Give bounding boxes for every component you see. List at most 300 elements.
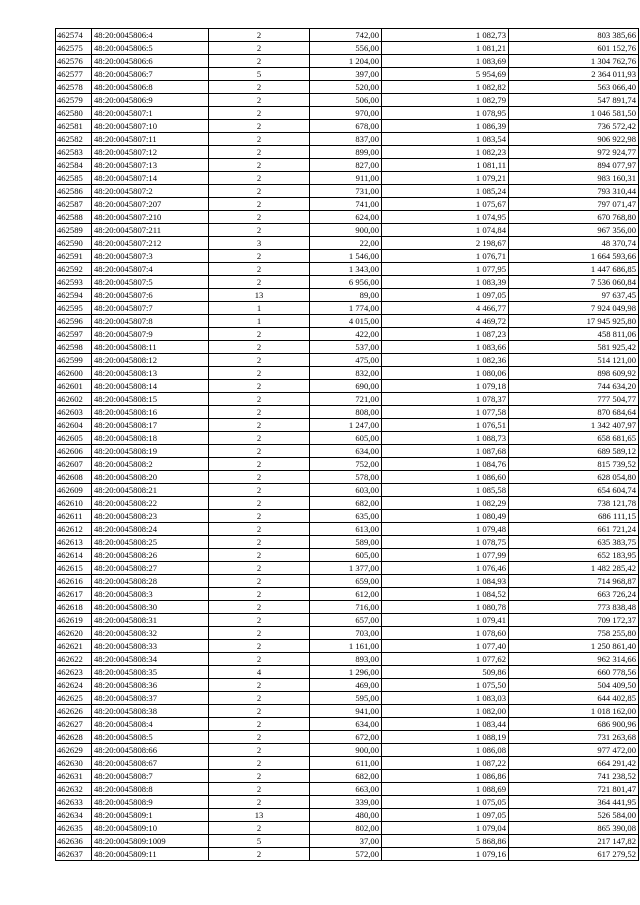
type-code-cell: 2 [209,627,310,640]
cadastral-number-cell: 48:20:0045808:23 [92,510,209,523]
row-number-cell: 462579 [56,94,92,107]
row-number-cell: 462613 [56,536,92,549]
unit-value-cell: 1 077,58 [382,406,509,419]
cadastral-value-cell: 689 589,12 [509,445,639,458]
cadastral-value-cell: 458 811,06 [509,328,639,341]
area-cell: 634,00 [310,445,382,458]
table-row [56,120,639,133]
area-cell: 1 774,00 [310,302,382,315]
table-row [56,705,639,718]
cadastral-value-cell: 601 152,76 [509,42,639,55]
row-number-cell: 462633 [56,796,92,809]
cadastral-number-cell: 48:20:0045807:14 [92,172,209,185]
cadastral-value-cell: 686 111,15 [509,510,639,523]
unit-value-cell: 1 077,62 [382,653,509,666]
table-row [56,731,639,744]
table-row [56,68,639,81]
area-cell: 672,00 [310,731,382,744]
cadastral-value-cell: 617 279,52 [509,848,639,861]
type-code-cell: 3 [209,237,310,250]
cadastral-number-cell: 48:20:0045808:4 [92,718,209,731]
row-number-cell: 462603 [56,406,92,419]
area-cell: 537,00 [310,341,382,354]
row-number-cell: 462574 [56,29,92,42]
area-cell: 893,00 [310,653,382,666]
cadastral-value-cell: 898 609,92 [509,367,639,380]
type-code-cell: 2 [209,614,310,627]
type-code-cell: 2 [209,718,310,731]
area-cell: 89,00 [310,289,382,302]
area-cell: 475,00 [310,354,382,367]
table-row [56,185,639,198]
row-number-cell: 462596 [56,315,92,328]
unit-value-cell: 1 083,39 [382,276,509,289]
table-row [56,744,639,757]
row-number-cell: 462626 [56,705,92,718]
unit-value-cell: 1 080,49 [382,510,509,523]
area-cell: 941,00 [310,705,382,718]
row-number-cell: 462597 [56,328,92,341]
area-cell: 900,00 [310,224,382,237]
table-row [56,211,639,224]
cadastral-value-cell: 906 922,98 [509,133,639,146]
cadastral-number-cell: 48:20:0045806:9 [92,94,209,107]
cadastral-number-cell: 48:20:0045808:12 [92,354,209,367]
row-number-cell: 462588 [56,211,92,224]
cadastral-number-cell: 48:20:0045808:26 [92,549,209,562]
unit-value-cell: 1 075,50 [382,679,509,692]
area-cell: 911,00 [310,172,382,185]
cadastral-value-cell: 217 147,82 [509,835,639,848]
row-number-cell: 462627 [56,718,92,731]
cadastral-number-cell: 48:20:0045806:7 [92,68,209,81]
cadastral-number-cell: 48:20:0045807:1 [92,107,209,120]
table-row [56,341,639,354]
type-code-cell: 2 [209,575,310,588]
row-number-cell: 462583 [56,146,92,159]
unit-value-cell: 1 075,67 [382,198,509,211]
area-cell: 613,00 [310,523,382,536]
unit-value-cell: 1 088,69 [382,783,509,796]
type-code-cell: 2 [209,549,310,562]
row-number-cell: 462584 [56,159,92,172]
unit-value-cell: 1 084,93 [382,575,509,588]
row-number-cell: 462637 [56,848,92,861]
cadastral-value-cell: 983 160,31 [509,172,639,185]
area-cell: 605,00 [310,432,382,445]
unit-value-cell: 1 081,21 [382,42,509,55]
type-code-cell: 2 [209,679,310,692]
type-code-cell: 2 [209,42,310,55]
unit-value-cell: 1 080,06 [382,367,509,380]
table-row [56,601,639,614]
row-number-cell: 462602 [56,393,92,406]
cadastral-number-cell: 48:20:0045806:8 [92,81,209,94]
type-code-cell: 2 [209,822,310,835]
table-row [56,81,639,94]
row-number-cell: 462595 [56,302,92,315]
unit-value-cell: 1 078,60 [382,627,509,640]
cadastral-value-cell: 504 409,50 [509,679,639,692]
area-cell: 703,00 [310,627,382,640]
cadastral-value-cell: 962 314,66 [509,653,639,666]
table-row [56,302,639,315]
cadastral-number-cell: 48:20:0045807:9 [92,328,209,341]
row-number-cell: 462586 [56,185,92,198]
type-code-cell: 2 [209,692,310,705]
cadastral-number-cell: 48:20:0045808:31 [92,614,209,627]
unit-value-cell: 1 085,24 [382,185,509,198]
cadastral-number-cell: 48:20:0045808:33 [92,640,209,653]
unit-value-cell: 1 084,52 [382,588,509,601]
cadastral-number-cell: 48:20:0045809:10 [92,822,209,835]
cadastral-value-cell: 721 801,47 [509,783,639,796]
cadastral-value-cell: 865 390,08 [509,822,639,835]
type-code-cell: 2 [209,432,310,445]
table-row [56,471,639,484]
cadastral-number-cell: 48:20:0045808:35 [92,666,209,679]
area-cell: 37,00 [310,835,382,848]
cadastral-number-cell: 48:20:0045807:11 [92,133,209,146]
row-number-cell: 462621 [56,640,92,653]
cadastral-number-cell: 48:20:0045808:19 [92,445,209,458]
cadastral-number-cell: 48:20:0045808:30 [92,601,209,614]
cadastral-value-cell: 1 482 285,42 [509,562,639,575]
row-number-cell: 462582 [56,133,92,146]
type-code-cell: 2 [209,159,310,172]
area-cell: 827,00 [310,159,382,172]
row-number-cell: 462628 [56,731,92,744]
area-cell: 1 296,00 [310,666,382,679]
area-cell: 742,00 [310,29,382,42]
cadastral-number-cell: 48:20:0045809:11 [92,848,209,861]
cadastral-value-cell: 1 342 407,97 [509,419,639,432]
cadastral-value-cell: 97 637,45 [509,289,639,302]
area-cell: 589,00 [310,536,382,549]
cadastral-value-cell: 773 838,48 [509,601,639,614]
type-code-cell: 13 [209,289,310,302]
row-number-cell: 462609 [56,484,92,497]
unit-value-cell: 1 077,40 [382,640,509,653]
cadastral-number-cell: 48:20:0045808:34 [92,653,209,666]
cadastral-value-cell: 1 304 762,76 [509,55,639,68]
cadastral-value-cell: 731 263,68 [509,731,639,744]
type-code-cell: 2 [209,367,310,380]
table-row [56,809,639,822]
table-row [56,848,639,861]
unit-value-cell: 1 085,58 [382,484,509,497]
table-row [56,432,639,445]
cadastral-value-cell: 48 370,74 [509,237,639,250]
type-code-cell: 2 [209,497,310,510]
unit-value-cell: 1 076,51 [382,419,509,432]
table-row [56,198,639,211]
area-cell: 970,00 [310,107,382,120]
table-row [56,289,639,302]
table-body [56,29,639,861]
cadastral-number-cell: 48:20:0045808:32 [92,627,209,640]
area-cell: 339,00 [310,796,382,809]
cadastral-number-cell: 48:20:0045808:38 [92,705,209,718]
table-row [56,653,639,666]
unit-value-cell: 1 086,86 [382,770,509,783]
area-cell: 1 204,00 [310,55,382,68]
cadastral-value-cell: 658 681,65 [509,432,639,445]
type-code-cell: 2 [209,341,310,354]
cadastral-value-cell: 652 183,95 [509,549,639,562]
cadastral-value-table [55,28,639,861]
cadastral-value-cell: 664 291,42 [509,757,639,770]
cadastral-value-cell: 803 385,66 [509,29,639,42]
row-number-cell: 462610 [56,497,92,510]
table-row [56,367,639,380]
unit-value-cell: 1 097,05 [382,289,509,302]
area-cell: 682,00 [310,770,382,783]
unit-value-cell: 1 097,05 [382,809,509,822]
type-code-cell: 2 [209,744,310,757]
cadastral-value-cell: 894 077,97 [509,159,639,172]
cadastral-value-cell: 972 924,77 [509,146,639,159]
table-row [56,666,639,679]
table-row [56,146,639,159]
type-code-cell: 2 [209,653,310,666]
type-code-cell: 2 [209,406,310,419]
cadastral-number-cell: 48:20:0045808:37 [92,692,209,705]
table-row [56,484,639,497]
row-number-cell: 462617 [56,588,92,601]
cadastral-number-cell: 48:20:0045808:8 [92,783,209,796]
cadastral-number-cell: 48:20:0045808:25 [92,536,209,549]
area-cell: 422,00 [310,328,382,341]
type-code-cell: 2 [209,848,310,861]
row-number-cell: 462593 [56,276,92,289]
table-row [56,419,639,432]
type-code-cell: 1 [209,302,310,315]
cadastral-number-cell: 48:20:0045806:4 [92,29,209,42]
cadastral-number-cell: 48:20:0045807:3 [92,250,209,263]
area-cell: 595,00 [310,692,382,705]
type-code-cell: 2 [209,601,310,614]
table-row [56,445,639,458]
unit-value-cell: 1 088,19 [382,731,509,744]
cadastral-value-cell: 709 172,37 [509,614,639,627]
row-number-cell: 462618 [56,601,92,614]
type-code-cell: 2 [209,250,310,263]
cadastral-value-cell: 686 900,96 [509,718,639,731]
table-row [56,835,639,848]
unit-value-cell: 1 079,18 [382,380,509,393]
table-row [56,783,639,796]
unit-value-cell: 4 469,72 [382,315,509,328]
cadastral-value-cell: 744 634,20 [509,380,639,393]
row-number-cell: 462630 [56,757,92,770]
row-number-cell: 462590 [56,237,92,250]
cadastral-number-cell: 48:20:0045809:1009 [92,835,209,848]
table-row [56,94,639,107]
unit-value-cell: 1 078,75 [382,536,509,549]
type-code-cell: 2 [209,536,310,549]
row-number-cell: 462636 [56,835,92,848]
row-number-cell: 462623 [56,666,92,679]
cadastral-number-cell: 48:20:0045808:28 [92,575,209,588]
unit-value-cell: 1 082,36 [382,354,509,367]
type-code-cell: 2 [209,783,310,796]
row-number-cell: 462578 [56,81,92,94]
cadastral-value-cell: 1 250 861,40 [509,640,639,653]
unit-value-cell: 1 084,76 [382,458,509,471]
cadastral-number-cell: 48:20:0045807:207 [92,198,209,211]
row-number-cell: 462575 [56,42,92,55]
cadastral-number-cell: 48:20:0045807:210 [92,211,209,224]
cadastral-value-cell: 581 925,42 [509,341,639,354]
unit-value-cell: 1 077,95 [382,263,509,276]
row-number-cell: 462616 [56,575,92,588]
unit-value-cell: 1 087,23 [382,328,509,341]
cadastral-number-cell: 48:20:0045807:13 [92,159,209,172]
row-number-cell: 462606 [56,445,92,458]
area-cell: 721,00 [310,393,382,406]
area-cell: 397,00 [310,68,382,81]
row-number-cell: 462604 [56,419,92,432]
cadastral-value-cell: 797 071,47 [509,198,639,211]
row-number-cell: 462600 [56,367,92,380]
unit-value-cell: 1 082,23 [382,146,509,159]
area-cell: 802,00 [310,822,382,835]
table-row [56,640,639,653]
area-cell: 578,00 [310,471,382,484]
cadastral-number-cell: 48:20:0045808:18 [92,432,209,445]
row-number-cell: 462585 [56,172,92,185]
cadastral-number-cell: 48:20:0045808:27 [92,562,209,575]
area-cell: 1 247,00 [310,419,382,432]
cadastral-value-cell: 563 066,40 [509,81,639,94]
row-number-cell: 462614 [56,549,92,562]
table-row [56,328,639,341]
type-code-cell: 2 [209,445,310,458]
cadastral-number-cell: 48:20:0045807:6 [92,289,209,302]
table-row [56,263,639,276]
cadastral-number-cell: 48:20:0045808:13 [92,367,209,380]
type-code-cell: 2 [209,328,310,341]
unit-value-cell: 5 868,86 [382,835,509,848]
type-code-cell: 2 [209,562,310,575]
unit-value-cell: 1 078,37 [382,393,509,406]
type-code-cell: 2 [209,198,310,211]
area-cell: 556,00 [310,42,382,55]
table-row [56,588,639,601]
unit-value-cell: 1 086,39 [382,120,509,133]
type-code-cell: 2 [209,458,310,471]
type-code-cell: 2 [209,380,310,393]
area-cell: 1 161,00 [310,640,382,653]
table-row [56,315,639,328]
cadastral-number-cell: 48:20:0045808:21 [92,484,209,497]
row-number-cell: 462599 [56,354,92,367]
type-code-cell: 2 [209,55,310,68]
cadastral-number-cell: 48:20:0045809:1 [92,809,209,822]
row-number-cell: 462591 [56,250,92,263]
table-row [56,497,639,510]
row-number-cell: 462629 [56,744,92,757]
cadastral-number-cell: 48:20:0045808:11 [92,341,209,354]
cadastral-value-cell: 635 383,75 [509,536,639,549]
cadastral-value-cell: 514 121,00 [509,354,639,367]
type-code-cell: 2 [209,81,310,94]
table-row [56,770,639,783]
area-cell: 678,00 [310,120,382,133]
unit-value-cell: 1 079,04 [382,822,509,835]
cadastral-value-cell: 660 778,56 [509,666,639,679]
unit-value-cell: 1 079,16 [382,848,509,861]
type-code-cell: 1 [209,315,310,328]
cadastral-value-cell: 1 664 593,66 [509,250,639,263]
unit-value-cell: 1 086,08 [382,744,509,757]
cadastral-number-cell: 48:20:0045808:15 [92,393,209,406]
area-cell: 6 956,00 [310,276,382,289]
type-code-cell: 2 [209,276,310,289]
area-cell: 741,00 [310,198,382,211]
cadastral-value-cell: 1 447 686,85 [509,263,639,276]
cadastral-number-cell: 48:20:0045808:16 [92,406,209,419]
cadastral-number-cell: 48:20:0045807:211 [92,224,209,237]
table-row [56,107,639,120]
area-cell: 663,00 [310,783,382,796]
cadastral-number-cell: 48:20:0045807:5 [92,276,209,289]
type-code-cell: 2 [209,94,310,107]
cadastral-number-cell: 48:20:0045808:22 [92,497,209,510]
table-row [56,458,639,471]
unit-value-cell: 1 081,11 [382,159,509,172]
area-cell: 572,00 [310,848,382,861]
type-code-cell: 2 [209,146,310,159]
area-cell: 624,00 [310,211,382,224]
cadastral-number-cell: 48:20:0045807:7 [92,302,209,315]
unit-value-cell: 1 075,05 [382,796,509,809]
cadastral-value-cell: 1 046 581,50 [509,107,639,120]
row-number-cell: 462635 [56,822,92,835]
row-number-cell: 462589 [56,224,92,237]
cadastral-number-cell: 48:20:0045807:8 [92,315,209,328]
area-cell: 808,00 [310,406,382,419]
type-code-cell: 2 [209,172,310,185]
table-row [56,133,639,146]
row-number-cell: 462598 [56,341,92,354]
area-cell: 752,00 [310,458,382,471]
table-row [56,614,639,627]
row-number-cell: 462632 [56,783,92,796]
area-cell: 837,00 [310,133,382,146]
type-code-cell: 2 [209,224,310,237]
area-cell: 635,00 [310,510,382,523]
table-row [56,562,639,575]
area-cell: 611,00 [310,757,382,770]
table-row [56,692,639,705]
type-code-cell: 2 [209,510,310,523]
row-number-cell: 462615 [56,562,92,575]
cadastral-value-cell: 628 054,80 [509,471,639,484]
row-number-cell: 462619 [56,614,92,627]
table-row [56,523,639,536]
table-row [56,549,639,562]
cadastral-value-cell: 670 768,80 [509,211,639,224]
row-number-cell: 462612 [56,523,92,536]
area-cell: 832,00 [310,367,382,380]
area-cell: 1 377,00 [310,562,382,575]
area-cell: 900,00 [310,744,382,757]
cadastral-value-cell: 741 238,52 [509,770,639,783]
type-code-cell: 2 [209,120,310,133]
unit-value-cell: 1 076,46 [382,562,509,575]
